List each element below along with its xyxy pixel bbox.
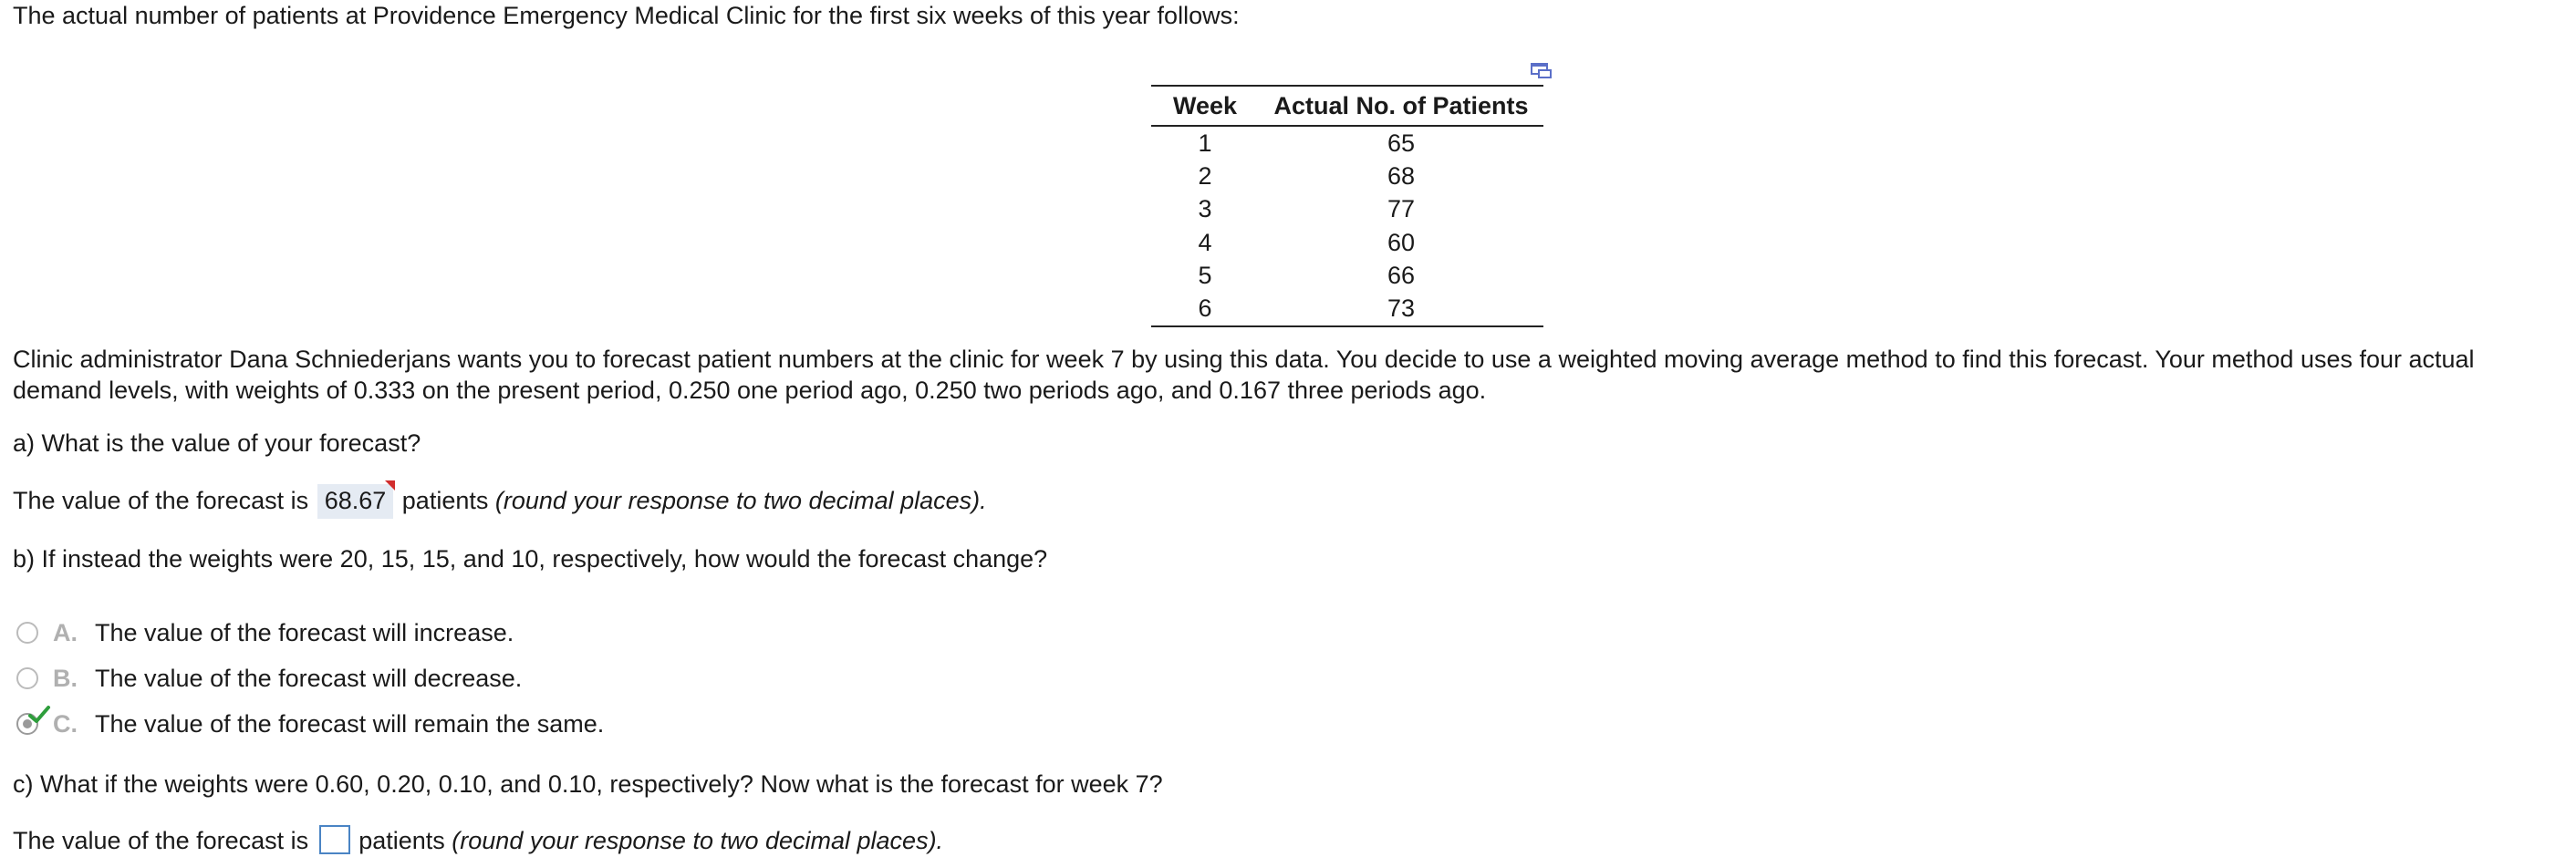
part-a-note: (round your response to two decimal places). — [494, 487, 987, 514]
table-row — [1151, 259, 1543, 292]
header-week: Week — [1151, 86, 1259, 126]
option-b-letter: B. — [53, 665, 78, 692]
radio-option-a[interactable] — [16, 622, 38, 644]
part-a-answer-value: 68.67 — [324, 487, 387, 514]
table-row — [1151, 193, 1543, 226]
week-cell: 6 — [1151, 292, 1259, 325]
table-row — [1151, 126, 1543, 160]
table-header-row — [1151, 86, 1543, 126]
header-patients: Actual No. of Patients — [1259, 86, 1543, 126]
table-row — [1151, 292, 1543, 325]
part-a-answer-line — [13, 484, 987, 519]
part-c-answer-input[interactable] — [319, 825, 350, 854]
part-c-question: c) What if the weights were 0.60, 0.20, 0.10, and 0.10, respectively? Now what is the forecast for week 7? — [13, 770, 1163, 798]
part-b-question: b) If instead the weights were 20, 15, 15, and 10, respectively, how would the forecast change? — [13, 545, 1048, 573]
patients-cell: 60 — [1387, 228, 1416, 256]
patients-cell: 77 — [1387, 195, 1416, 223]
option-c-text: The value of the forecast will remain the same. — [95, 710, 605, 738]
option-b-text: The value of the forecast will decrease. — [95, 665, 523, 692]
part-c-prefix: The value of the forecast is — [13, 827, 309, 854]
part-c-unit: patients — [358, 827, 445, 854]
part-c-note: (round your response to two decimal places). — [452, 827, 944, 854]
patients-cell: 68 — [1387, 161, 1416, 190]
week-cell: 4 — [1198, 228, 1212, 256]
part-a-unit: patients — [401, 487, 489, 514]
table-row — [1151, 226, 1543, 259]
incorrect-flag-icon — [385, 480, 395, 490]
part-c-answer-line — [13, 825, 943, 856]
problem-paragraph: Clinic administrator Dana Schniederjans wants you to forecast patient numbers at the clinic for week 7 by using this data. You decide to use a weighted moving average method to find this forecast. Your method uses four actual demand levels, with weights of 0.333 on the present period, 0.250 one period ago, 0.250 two periods ago, and 0.167 three periods ago. — [13, 346, 2475, 404]
patients-cell: 73 — [1259, 292, 1543, 325]
patients-table — [1151, 85, 1543, 327]
patients-cell: 66 — [1387, 261, 1416, 289]
week-cell: 5 — [1198, 261, 1212, 289]
radio-option-b[interactable] — [16, 667, 38, 689]
option-a-letter: A. — [53, 619, 78, 646]
table-row — [1151, 160, 1543, 192]
correct-check-icon — [27, 705, 51, 725]
part-a-prefix: The value of the forecast is — [13, 487, 309, 514]
part-a-answer-field[interactable] — [317, 484, 394, 519]
week-cell: 2 — [1198, 161, 1212, 190]
intro-text: The actual number of patients at Providence Emergency Medical Clinic for the first six weeks of this year follows: — [13, 2, 1240, 29]
table-copy-icon[interactable] — [1531, 61, 1553, 79]
patients-cell: 65 — [1387, 129, 1416, 157]
week-cell: 3 — [1198, 195, 1212, 223]
part-a-question: a) What is the value of your forecast? — [13, 429, 421, 457]
option-c-letter: C. — [53, 710, 78, 738]
week-cell: 1 — [1198, 129, 1212, 157]
option-a-text: The value of the forecast will increase. — [95, 619, 514, 646]
